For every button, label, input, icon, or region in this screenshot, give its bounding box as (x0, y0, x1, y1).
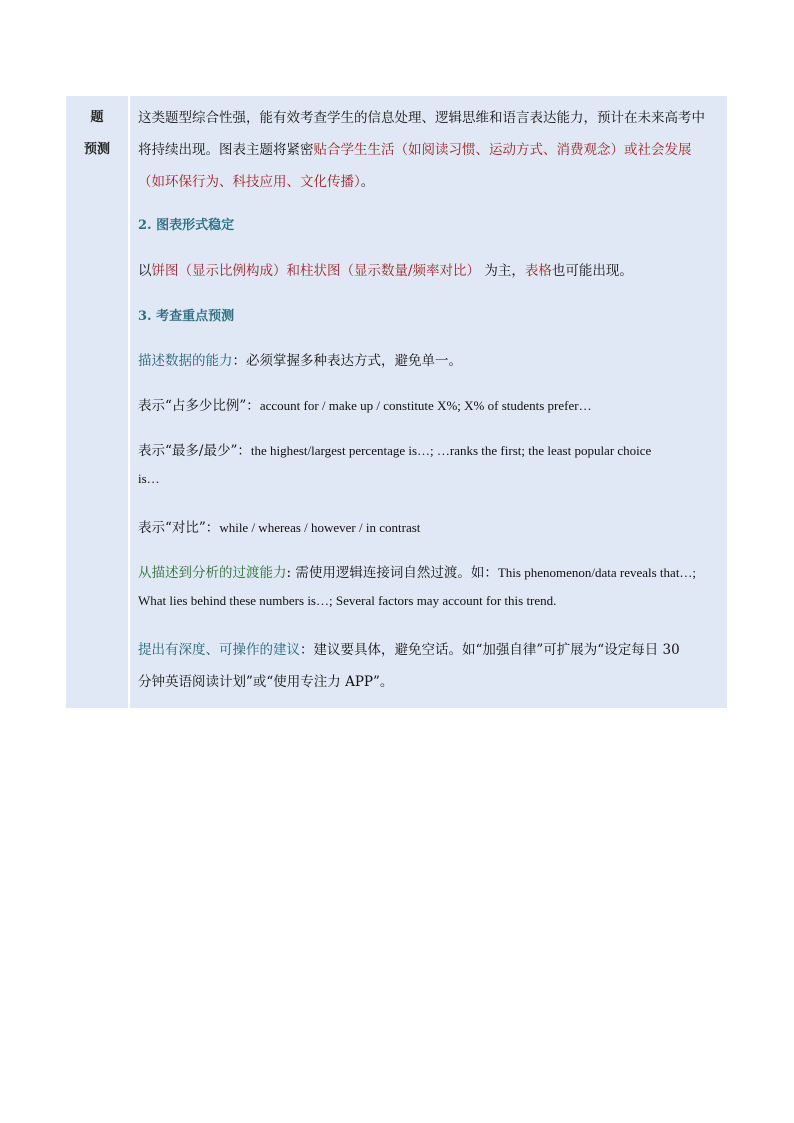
section3-describe (138, 349, 462, 369)
label-line-2: 预测 (83, 142, 110, 157)
describe-text: ：必须掌握多种表达方式，避免单一。 (232, 353, 462, 369)
section3-most-least (138, 439, 651, 459)
transition-label: 从描述到分析的过渡能力 (138, 565, 287, 581)
section3-proportion (138, 394, 592, 414)
section2-chart-types: 饼图（显示比例构成）和柱状图（显示数量/频率对比） (151, 263, 481, 279)
section3-heading: 3. 考查重点预测 (138, 309, 235, 324)
suggestion-text: ：建议要具体，避免空话。如“加强自律”可扩展为“设定每日 30 (300, 642, 680, 658)
para1-highlight: 贴合学生生活（如阅读习惯、运动方式、消费观念）或社会发展 (313, 142, 692, 158)
most-least-continued: is… (138, 471, 160, 486)
most-least-phrases: the highest/largest percentage is…; …ranks the first; the least popular choice (250, 443, 652, 458)
section2-text (138, 259, 633, 279)
proportion-label: 表示“占多少比例”： (138, 398, 260, 414)
para1-period: 。 (360, 174, 375, 190)
para1-line2 (138, 138, 692, 158)
section3-contrast (138, 516, 420, 536)
most-least-label: 表示“最多/最少”： (138, 443, 251, 459)
section2-e: 也可能出现。 (551, 263, 633, 279)
para1-line2-text: 将持续出现。图表主题将紧密 (138, 142, 314, 158)
describe-label: 描述数据的能力 (138, 353, 233, 369)
para1-line3 (138, 170, 374, 190)
proportion-phrases: account for / make up / constitute X%; X% of students prefer… (259, 398, 592, 413)
para1-examples: （如环保行为、科技应用、文化传播） (138, 174, 361, 190)
prediction-table (66, 96, 727, 708)
label-cell (66, 96, 130, 708)
para1-line1: 这类题型综合性强，能有效考查学生的信息处理、逻辑思维和语言表达能力，预计在未来高考中 (138, 110, 705, 126)
label-line-1: 题 (90, 110, 104, 125)
content-cell (130, 96, 727, 708)
section3-transition (138, 561, 696, 581)
transition-examples-continued: What lies behind these numbers is…; Several factors may account for this trend. (138, 593, 557, 608)
contrast-label: 表示“对比”： (138, 520, 220, 536)
transition-example: This phenomenon/data reveals that…; (497, 565, 697, 580)
section2-a: 以 (138, 263, 152, 279)
section2-table-word: 表格 (524, 263, 552, 279)
suggestion-continued: 分钟英语阅读计划”或“使用专注力 APP”。 (138, 674, 394, 690)
contrast-phrases: while / whereas / however / in contrast (219, 520, 421, 535)
suggestion-label: 提出有深度、可操作的建议 (138, 642, 300, 658)
transition-text: : 需使用逻辑连接词自然过渡。如： (286, 565, 498, 581)
section2-c: 为主， (480, 263, 525, 279)
section2-heading: 2. 图表形式稳定 (138, 218, 235, 233)
section3-suggestion (138, 638, 680, 658)
